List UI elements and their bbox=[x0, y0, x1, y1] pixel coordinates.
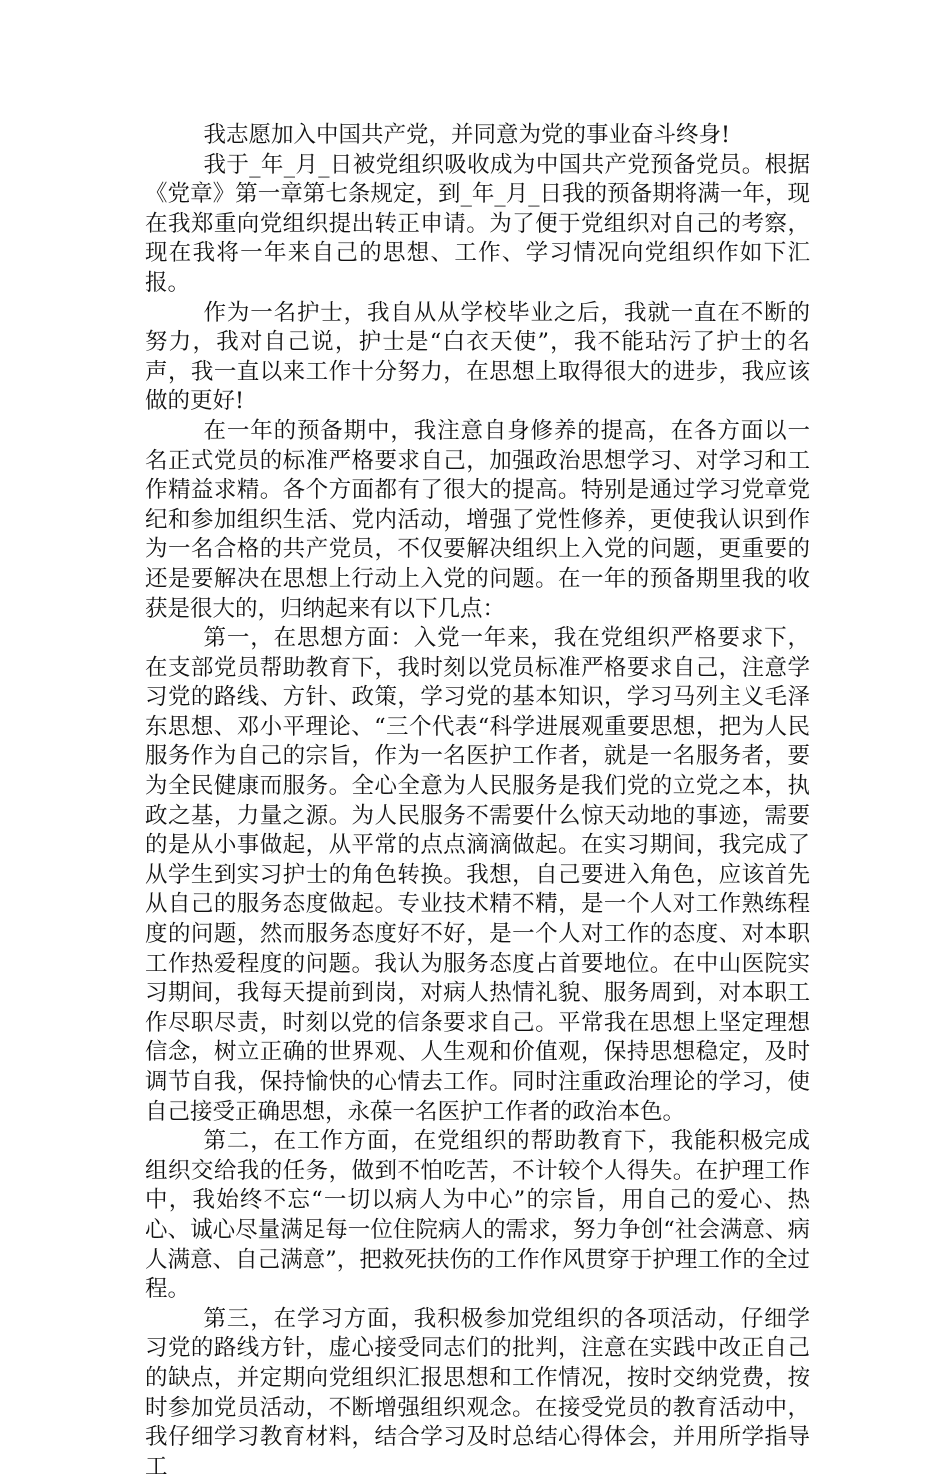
document-body bbox=[145, 121, 810, 1482]
paragraph-pledge: 我志愿加入中国共产党，并同意为党的事业奋斗终身! bbox=[203, 122, 731, 148]
paragraph-thought: 第一，在思想方面：入党一年来，我在党组织严格要求下，在支部党员帮助教育下，我时刻以党员标准严格要求自己，注意学习党的路线、方针、政策，学习党的基本知识，学习马列主义毛泽东思想、邓小平理论、“三个代表“科学进展观重要思想，把为人民服务作为自己的宗旨，作为一名医护工作者，就是一名服务者，要为全民健康而服务。全心全意为人民服务是我们党的立党之本，执政之基，力量之源。为人民服务不需要什么惊天动地的事迹，需要的是从小事做起，从平常的点点滴滴做起。在实习期间，我完成了从学生到实习护士的角色转换。我想，自己要进入角色，应该首先从自己的服务态度做起。专业技术精不精，是一个人对工作熟练程度的问题，然而服务态度好不好，是一个人对工作的态度、对本职工作热爱程度的问题。我认为服务态度占首要地位。在中山医院实习期间，我每天提前到岗，对病人热情礼貌、服务周到，对本职工作尽职尽责，时刻以党的信条要求自己。平常我在思想上坚定理想信念，树立正确的世界观、人生观和价值观，保持思想稳定，及时调节自我，保持愉快的心情去工作。同时注重政治理论的学习，使自己接受正确思想，永葆一名医护工作者的政治本色。 bbox=[145, 625, 810, 1125]
paragraph-probation: 在一年的预备期中，我注意自身修养的提高，在各方面以一名正式党员的标准严格要求自己，加强政治思想学习、对学习和工作精益求精。各个方面都有了很大的提高。特别是通过学习党章党纪和参加组织生活、党内活动，增强了党性修养，更使我认识到作为一名合格的共产党员，不仅要解决组织上入党的问题，更重要的还是要解决在思想上行动上入党的问题。在一年的预备期里我的收获是很大的，归纳起来有以下几点： bbox=[145, 417, 810, 622]
paragraph-work: 第二，在工作方面，在党组织的帮助教育下，我能积极完成组织交给我的任务，做到不怕吃苦，不计较个人得失。在护理工作中，我始终不忘“一切以病人为中心”的宗旨，用自己的爱心、热心、诚心尽量满足每一位住院病人的需求，努力争创“社会满意、病人满意、自己满意”，把救死扶伤的工作作风贯穿于护理工作的全过程。 bbox=[145, 1128, 810, 1303]
paragraph-study: 第三，在学习方面，我积极参加党组织的各项活动，仔细学习党的路线方针，虚心接受同志们的批判，注意在实践中改正自己的缺点，并定期向党组织汇报思想和工作情况，按时交纳党费，按时参加党员活动，不断增强组织观念。在接受党员的教育活动中，我仔细学习教育材料，结合学习及时总结心得体会，并用所学指导工 bbox=[145, 1305, 810, 1480]
paragraph-intro: 我于_年_月_日被党组织吸收成为中国共产党预备党员。根据《党章》第一章第七条规定，到_年_月_日我的预备期将满一年，现在我郑重向党组织提出转正申请。为了便于党组织对自己的考察，现在我将一年来自己的思想、工作、学习情况向党组织作如下汇报。 bbox=[145, 151, 810, 296]
paragraph-nurse: 作为一名护士，我自从从学校毕业之后，我就一直在不断的努力，我对自己说，护士是“白衣天使”，我不能玷污了护士的名声，我一直以来工作十分努力，在思想上取得很大的进步，我应该做的更好! bbox=[145, 299, 810, 415]
